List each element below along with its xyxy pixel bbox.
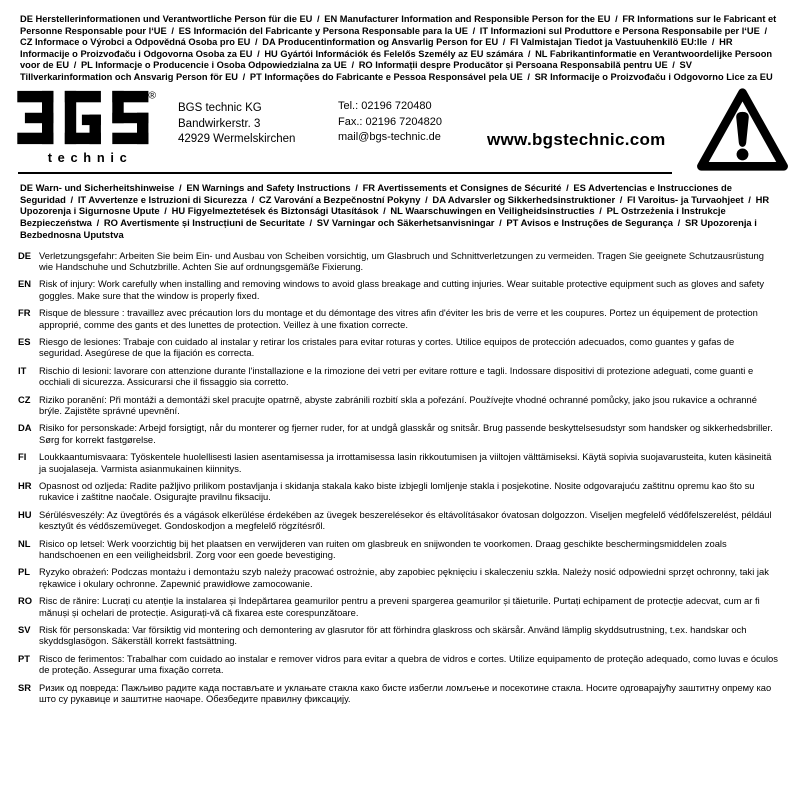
fax-number: Fax.: 02196 7204820 xyxy=(338,115,442,128)
warning-text: Riesgo de lesiones: Trabaje con cuidado al instalar y retirar los cristales para evitar roturas y cortes. Utilice equipos de protección adecuados, como guantes y gafas de seguridad. Asegúrese de que la fijación es correcta. xyxy=(39,335,735,359)
language-code: SR xyxy=(18,681,32,693)
warning-item-de xyxy=(18,250,778,273)
bgs-logotype-icon xyxy=(17,89,162,165)
logo-subtext: technic xyxy=(47,150,133,165)
language-code: DE xyxy=(18,249,32,261)
company-address xyxy=(178,101,295,148)
warning-text: Risc de rănire: Lucrați cu atenție la instalarea și îndepărtarea geamurilor pentru a preveni spargerea geamurilor și tăieturile. Purtați echipament de protecție adecvat, cum ar fi mănuși și ochelari de protecție. Asigurați-vă că fixarea este corespunzătoare. xyxy=(39,595,760,618)
warning-text: Ryzyko obrażeń: Podczas montażu i demontażu szyb należy pracować ostrożnie, aby zapobiec pęknięciu i skaleczeniu szkła. Należy nosić odpowiedni sprzęt ochronny, taki jak rękawice i okulary ochronne. Zapewnić prawidłowe zamocowanie. xyxy=(39,566,769,589)
warning-item-nl xyxy=(18,538,778,561)
language-code: SV xyxy=(18,624,31,636)
language-code: FI xyxy=(18,451,27,463)
warning-text: Sérülésveszély: Az üvegtörés és a vágások elkerülése érdekében az üvegek beszerelésekor és eltávolításakor óvatosan dolgozzon. Viseljen megfelelő védőfelszerelést, például kesztyűt és védőszemüveget. Gondoskodjon a megfelelő rögzítésről. xyxy=(39,508,772,532)
language-code: IT xyxy=(18,364,27,376)
company-contact xyxy=(338,99,442,146)
language-code: RO xyxy=(18,595,33,607)
language-code: PT xyxy=(18,652,30,664)
warnings-list xyxy=(0,250,800,705)
phone-number: Tel.: 02196 720480 xyxy=(338,100,432,112)
website-url: www.bgstechnic.com xyxy=(487,130,666,149)
warning-text: Riziko poranění: Při montáži a demontáži skel pracujte opatrně, abyste zabránili rozbití skla a pořezání. Používejte vhodné ochranné pomůcky, jako jsou rukavice a ochranné brýle. Zajistěte správné upevnění. xyxy=(39,393,757,416)
letterhead xyxy=(0,88,800,168)
warning-item-hr xyxy=(18,480,778,503)
warning-text: Risico op letsel: Werk voorzichtig bij het plaatsen en verwijderen van ruiten om glasbreuk en snijwonden te voorkomen. Draag geschikte beschermingsmiddelen zoals handschoenen en een veiligheidsbril. Zorg voor een goede bevestiging. xyxy=(39,537,727,561)
manufacturer-info-header: DE Herstellerinformationen und Verantwortliche Person für die EU / EN Manufacturer Information and Responsible Person for the EU / FR Informations sur le Fabricant et Personne Responsable pour l‘UE / ES Información del Fabricante y Persona Responsable para la UE / IT Informazioni sul Produttore e Persona Responsabile per l‘UE / CZ Informace o Výrobci a Odpovědná Osoba pro EU / DA Producentinformation og Ansvarlig Person for EU / FI Valmistajan Tiedot ja Vastuuhenkilö EU:lle / HR Informacije o Proizvođaču i Odgovorna Osoba za EU / HU Gyártói Információk és Felelős Személy az EU számára / NL Fabrikantinformatie en Verantwoordelijke Persoon voor de EU / PL Informacje o Producencie i Osoba Odpowiedzialna za UE / RO Informații despre Producător și Persoana Responsabilă pentru UE / SV Tillverkarinformation och Ansvarig Person för EU / PT Informações do Fabricante e Pessoa Responsável pela UE / SR Informacije o Proizvođaču i Odgovorno Lice za EU xyxy=(20,14,777,82)
warning-triangle-icon xyxy=(694,86,791,179)
warning-item-pl xyxy=(18,566,778,589)
email-address: mail@bgs-technic.de xyxy=(338,131,441,143)
language-code: NL xyxy=(18,537,31,549)
warning-item-sr xyxy=(18,682,778,705)
warning-item-fr xyxy=(18,307,778,330)
safety-instructions-header: DE Warn- und Sicherheitshinweise / EN Warnings and Safety Instructions / FR Avertissements et Consignes de Sécurité / ES Advertencias e Instrucciones de Seguridad / IT Avvertenze e Istruzioni di Sicurezza / CZ Varování a Bezpečnostní Pokyny / DA Advarsler og Sikkerhedsinstruktioner / FI Varoitus- ja Turvaohjeet / HR Upozorenja i Sigurnosne Upute / HU Figyelmeztetések és Biztonsági Utasítások / NL Waarschuwingen en Veiligheidsinstructies / PL Ostrzeżenia i Instrukcje Bezpieczeństwa / RO Avertismente și Instrucțiuni de Securitate / SV Varningar och Säkerhetsanvisningar / PT Avisos e Instruções de Segurança / SR Upozorenja i Bezbednosna Uputstva xyxy=(20,182,770,240)
warning-text: Ризик од повреда: Пажљиво радите када постављате и уклањате стакла како бисте избегли ломљење и посекотине стакла. Носите одговарајућу заштитну опрему као што су рукавице и заштитне наочаре. Обезбедите правилну фиксацију. xyxy=(39,681,772,705)
language-code: DA xyxy=(18,422,32,434)
warning-text: Risiko for personskade: Arbejd forsigtigt, når du monterer og fjerner ruder, for at undgå glasskår og snitsår. Brug passende beskyttelsesudstyr som handsker og sikkerhedsbriller. Sørg for korrekt fastgørelse. xyxy=(39,422,773,445)
warning-text: Loukkaantumisvaara: Työskentele huolellisesti lasien asentamisessa ja irrottamisessa lasin rikkoutumisen ja viiltojen välttämiseksi. Käytä sopivia suojavarusteita, kuten käsineitä ja suojalaseja. Varmista asianmukainen kiinnitys. xyxy=(39,451,772,474)
divider xyxy=(18,172,672,174)
bgs-logo xyxy=(17,89,162,170)
language-code: CZ xyxy=(18,393,31,405)
language-code: ES xyxy=(18,335,31,347)
registered-mark: ® xyxy=(148,90,157,102)
company-city: 42929 Wermelskirchen xyxy=(178,133,296,145)
company-name: BGS technic KG xyxy=(178,102,262,114)
warning-text: Rischio di lesioni: lavorare con attenzione durante l'installazione e la rimozione dei vetri per evitare rotture e tagli. Indossare dispositivi di protezione adeguati, come guanti e occhiali di sicurezza. Assicurarsi che il fissaggio sia corretto. xyxy=(39,364,754,388)
warning-item-hu xyxy=(18,509,778,532)
warning-item-it xyxy=(18,365,778,388)
warning-text: Risk för personskada: Var försiktig vid montering och demontering av glasrutor för att förhindra glaskross och skärsår. Använd lämplig skyddsutrustning, t.ex. handskar och skyddsglasögon. Säkerställ korrekt fastsättning. xyxy=(39,624,747,647)
language-code: FR xyxy=(18,307,31,319)
warning-item-es xyxy=(18,336,778,359)
warning-item-pt xyxy=(18,653,778,676)
warning-item-cz xyxy=(18,394,778,417)
warning-item-en xyxy=(18,278,778,301)
warning-text: Verletzungsgefahr: Arbeiten Sie beim Ein- und Ausbau von Scheiben vorsichtig, um Glasbruch und Schnittverletzungen zu vermeiden. Tragen Sie geeignete Schutzausrüstung wie Handschuhe und Schutzbrille. Achten Sie auf ordnungsgemäße Fixierung. xyxy=(39,249,764,272)
warning-text: Risco de ferimentos: Trabalhar com cuidado ao instalar e remover vidros para evitar a quebra de vidros e cortes. Utilize equipamento de proteção adequado, como luvas e óculos de proteção. Assegurar uma fixação correta. xyxy=(39,652,778,676)
language-code: EN xyxy=(18,278,32,290)
warning-text: Opasnost od ozljeda: Radite pažljivo prilikom postavljanja i skidanja stakala kako biste izbjegli lomljenje stakla i posjekotine. Nosite odgovarajuću zaštitnu opremu kao što su rukavice i zaštitne naočale. Osigurajte pravilnu fiksaciju. xyxy=(39,480,755,503)
language-code: PL xyxy=(18,566,30,578)
warning-text: Risk of injury: Work carefully when installing and removing windows to avoid glass breakage and cutting injuries. Wear suitable protective equipment such as gloves and safety goggles. Make sure that the window is properly fixed. xyxy=(39,278,765,301)
language-code: HR xyxy=(18,480,32,492)
warning-item-sv xyxy=(18,624,778,647)
language-code: HU xyxy=(18,508,32,520)
company-street: Bandwirkerstr. 3 xyxy=(178,117,261,130)
warning-item-da xyxy=(18,422,778,445)
warning-text: Risque de blessure : travaillez avec précaution lors du montage et du démontage des vitres afin d'éviter les bris de verre et les coupures. Portez un équipement de protection approprié, comme des gants et des lunettes de protection. Veillez à une fixation correcte. xyxy=(39,307,758,330)
warning-item-fi xyxy=(18,451,778,474)
warning-item-ro xyxy=(18,595,778,618)
